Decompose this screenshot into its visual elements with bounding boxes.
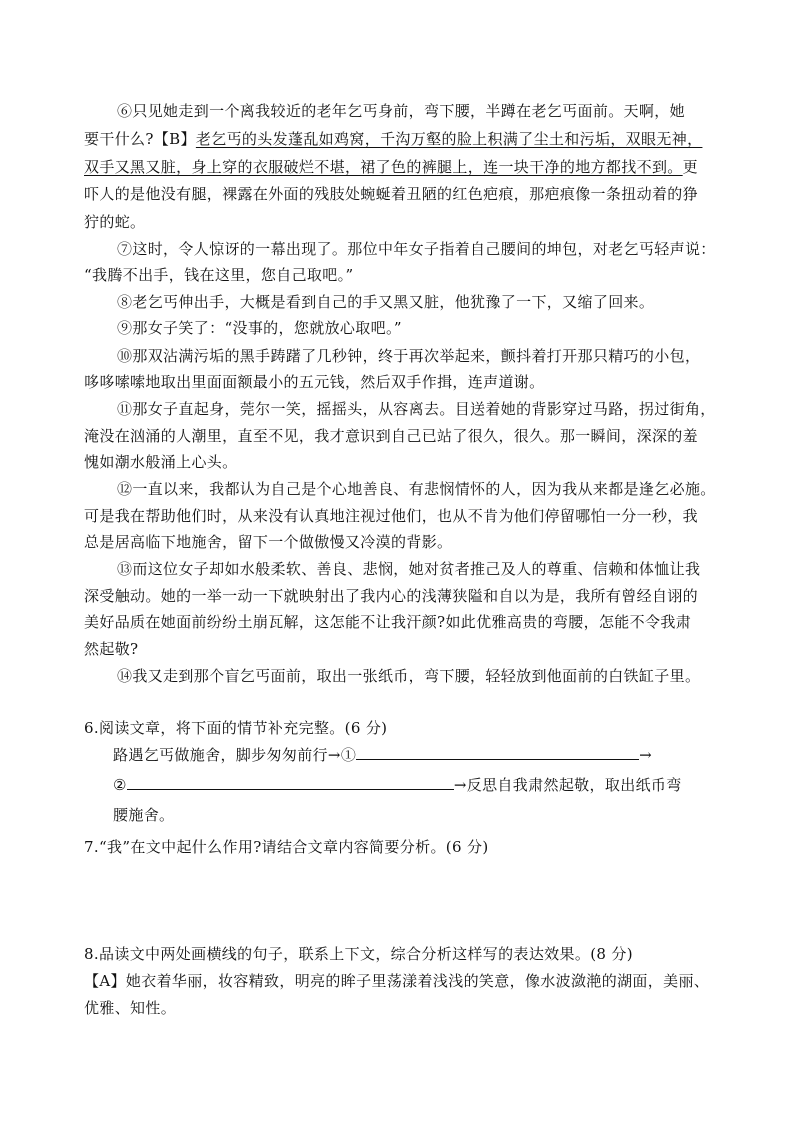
para-11-line-3: 愧如潮水般涌上心头。 [84, 453, 238, 471]
para-6-line-2 [84, 129, 702, 149]
q6-prompt-text: →反思自我肃然起敬，取出纸币弯 [453, 776, 682, 794]
para-13-line-4: 然起敬? [84, 640, 139, 658]
underlined-sentence-b: 老乞丐的头发蓬乱如鸡窝，千沟万壑的脸上积满了尘土和污垢，双眼无神， [195, 130, 703, 148]
para-10-line-2: 哆哆嗦嗦地取出里面面额最小的五元钱，然后双手作揖，连声道谢。 [84, 373, 545, 391]
para-11-line-2: 淹没在汹涌的人潮里，直至不见，我才意识到自己已站了很久，很久。那一瞬间，深深的羞 [84, 427, 699, 445]
question-6-stem: 6.阅读文章，将下面的情节补充完整。(6 分) [84, 719, 388, 737]
question-8-stem: 8.品读文中两处画横线的句子，联系上下文，综合分析这样写的表达效果。(8 分) [84, 945, 633, 963]
para-12-line-3: 总是居高临下地施舍，留下一个做傲慢又冷漠的背影。 [84, 533, 453, 551]
answer-area-q7[interactable] [84, 862, 714, 932]
para-13-line-3: 美好品质在她面前纷纷土崩瓦解，这怎能不让我汗颜?如此优雅高贵的弯腰，怎能不令我肃 [84, 613, 692, 631]
para-11-line-1: ⑪那女子直起身，莞尔一笑，摇摇头，从容离去。目送着她的背影穿过马路，拐过街角， [117, 400, 716, 418]
para-6-line-3 [84, 157, 698, 177]
answer-blank-2[interactable] [127, 775, 454, 790]
para-13-line-2: 深受触动。她的一举一动一下就映射出了我内心的浅薄狭隘和自以为是，我所有曾经自诩的 [84, 587, 699, 605]
q6-circle-2: ② [113, 776, 127, 794]
answer-blank-1[interactable] [356, 745, 639, 760]
para-6-text: 要干什么?【B】 [84, 130, 196, 148]
para-6-line-1: ⑥只见她走到一个离我较近的老年乞丐身前，弯下腰，半蹲在老乞丐面前。天啊，她 [117, 102, 685, 120]
underlined-sentence-b-cont: 双手又黑又脏，身上穿的衣服破烂不堪，裙了色的裤腿上，连一块干净的地方都找不到。 [84, 158, 683, 176]
para-14-line-1: ⑭我又走到那个盲乞丐面前，取出一张纸币，弯下腰，轻轻放到他面前的白铁缸子里。 [117, 667, 701, 685]
arrow-glyph: → [639, 746, 653, 764]
sentence-a-line-1: 【A】她衣着华丽，妆容精致，明亮的眸子里荡漾着浅浅的笑意，像水波潋滟的湖面，美丽、 [84, 972, 710, 990]
q6-prompt-text: 路遇乞丐做施舍，脚步匆匆前行→① [113, 746, 357, 764]
question-6-line-1 [113, 745, 652, 765]
para-12-line-2: 可是我在帮助他们时，从来没有认真地注视过他们，也从不肯为他们停留哪怕一分一秒，我 [84, 507, 699, 525]
question-6-line-3: 腰施舍。 [113, 806, 175, 824]
para-7-line-1: ⑦这时，令人惊讶的一幕出现了。那位中年女子指着自己腰间的坤包，对老乞丐轻声说： [117, 240, 716, 258]
para-10-line-1: ⑩那双沾满污垢的黑手踌躇了几秒钟，终于再次举起来，颤抖着打开那只精巧的小包， [117, 347, 701, 365]
sentence-a-line-2: 优雅、知性。 [84, 999, 177, 1017]
para-13-line-1: ⑬而这位女子却如水般柔软、善良、悲悯，她对贫者推己及人的尊重、信赖和体恤让我 [117, 560, 701, 578]
para-12-line-1: ⑫一直以来，我都认为自己是个心地善良、有悲悯情怀的人，因为我从来都是逢乞必施。 [117, 480, 716, 498]
question-6-line-2 [113, 775, 682, 795]
question-7-stem: 7.“我”在文中起什么作用?请结合文章内容简要分析。(6 分) [84, 838, 489, 856]
para-6-line-5: 狞的蛇。 [84, 213, 146, 231]
para-9-line-1: ⑨那女子笑了：“没事的，您就放心取吧。” [117, 319, 402, 337]
para-8-line-1: ⑧老乞丐伸出手，大概是看到自己的手又黑又脏，他犹豫了一下，又缩了回来。 [117, 293, 655, 311]
para-6-text: 更 [682, 158, 699, 176]
para-7-line-2: “我腾不出手，钱在这里，您自己取吧。” [84, 266, 354, 284]
para-6-line-4: 吓人的是他没有腿，裸露在外面的残肢处蜿蜒着丑陋的红色疤痕，那疤痕像一条扭动着的狰 [84, 185, 699, 203]
